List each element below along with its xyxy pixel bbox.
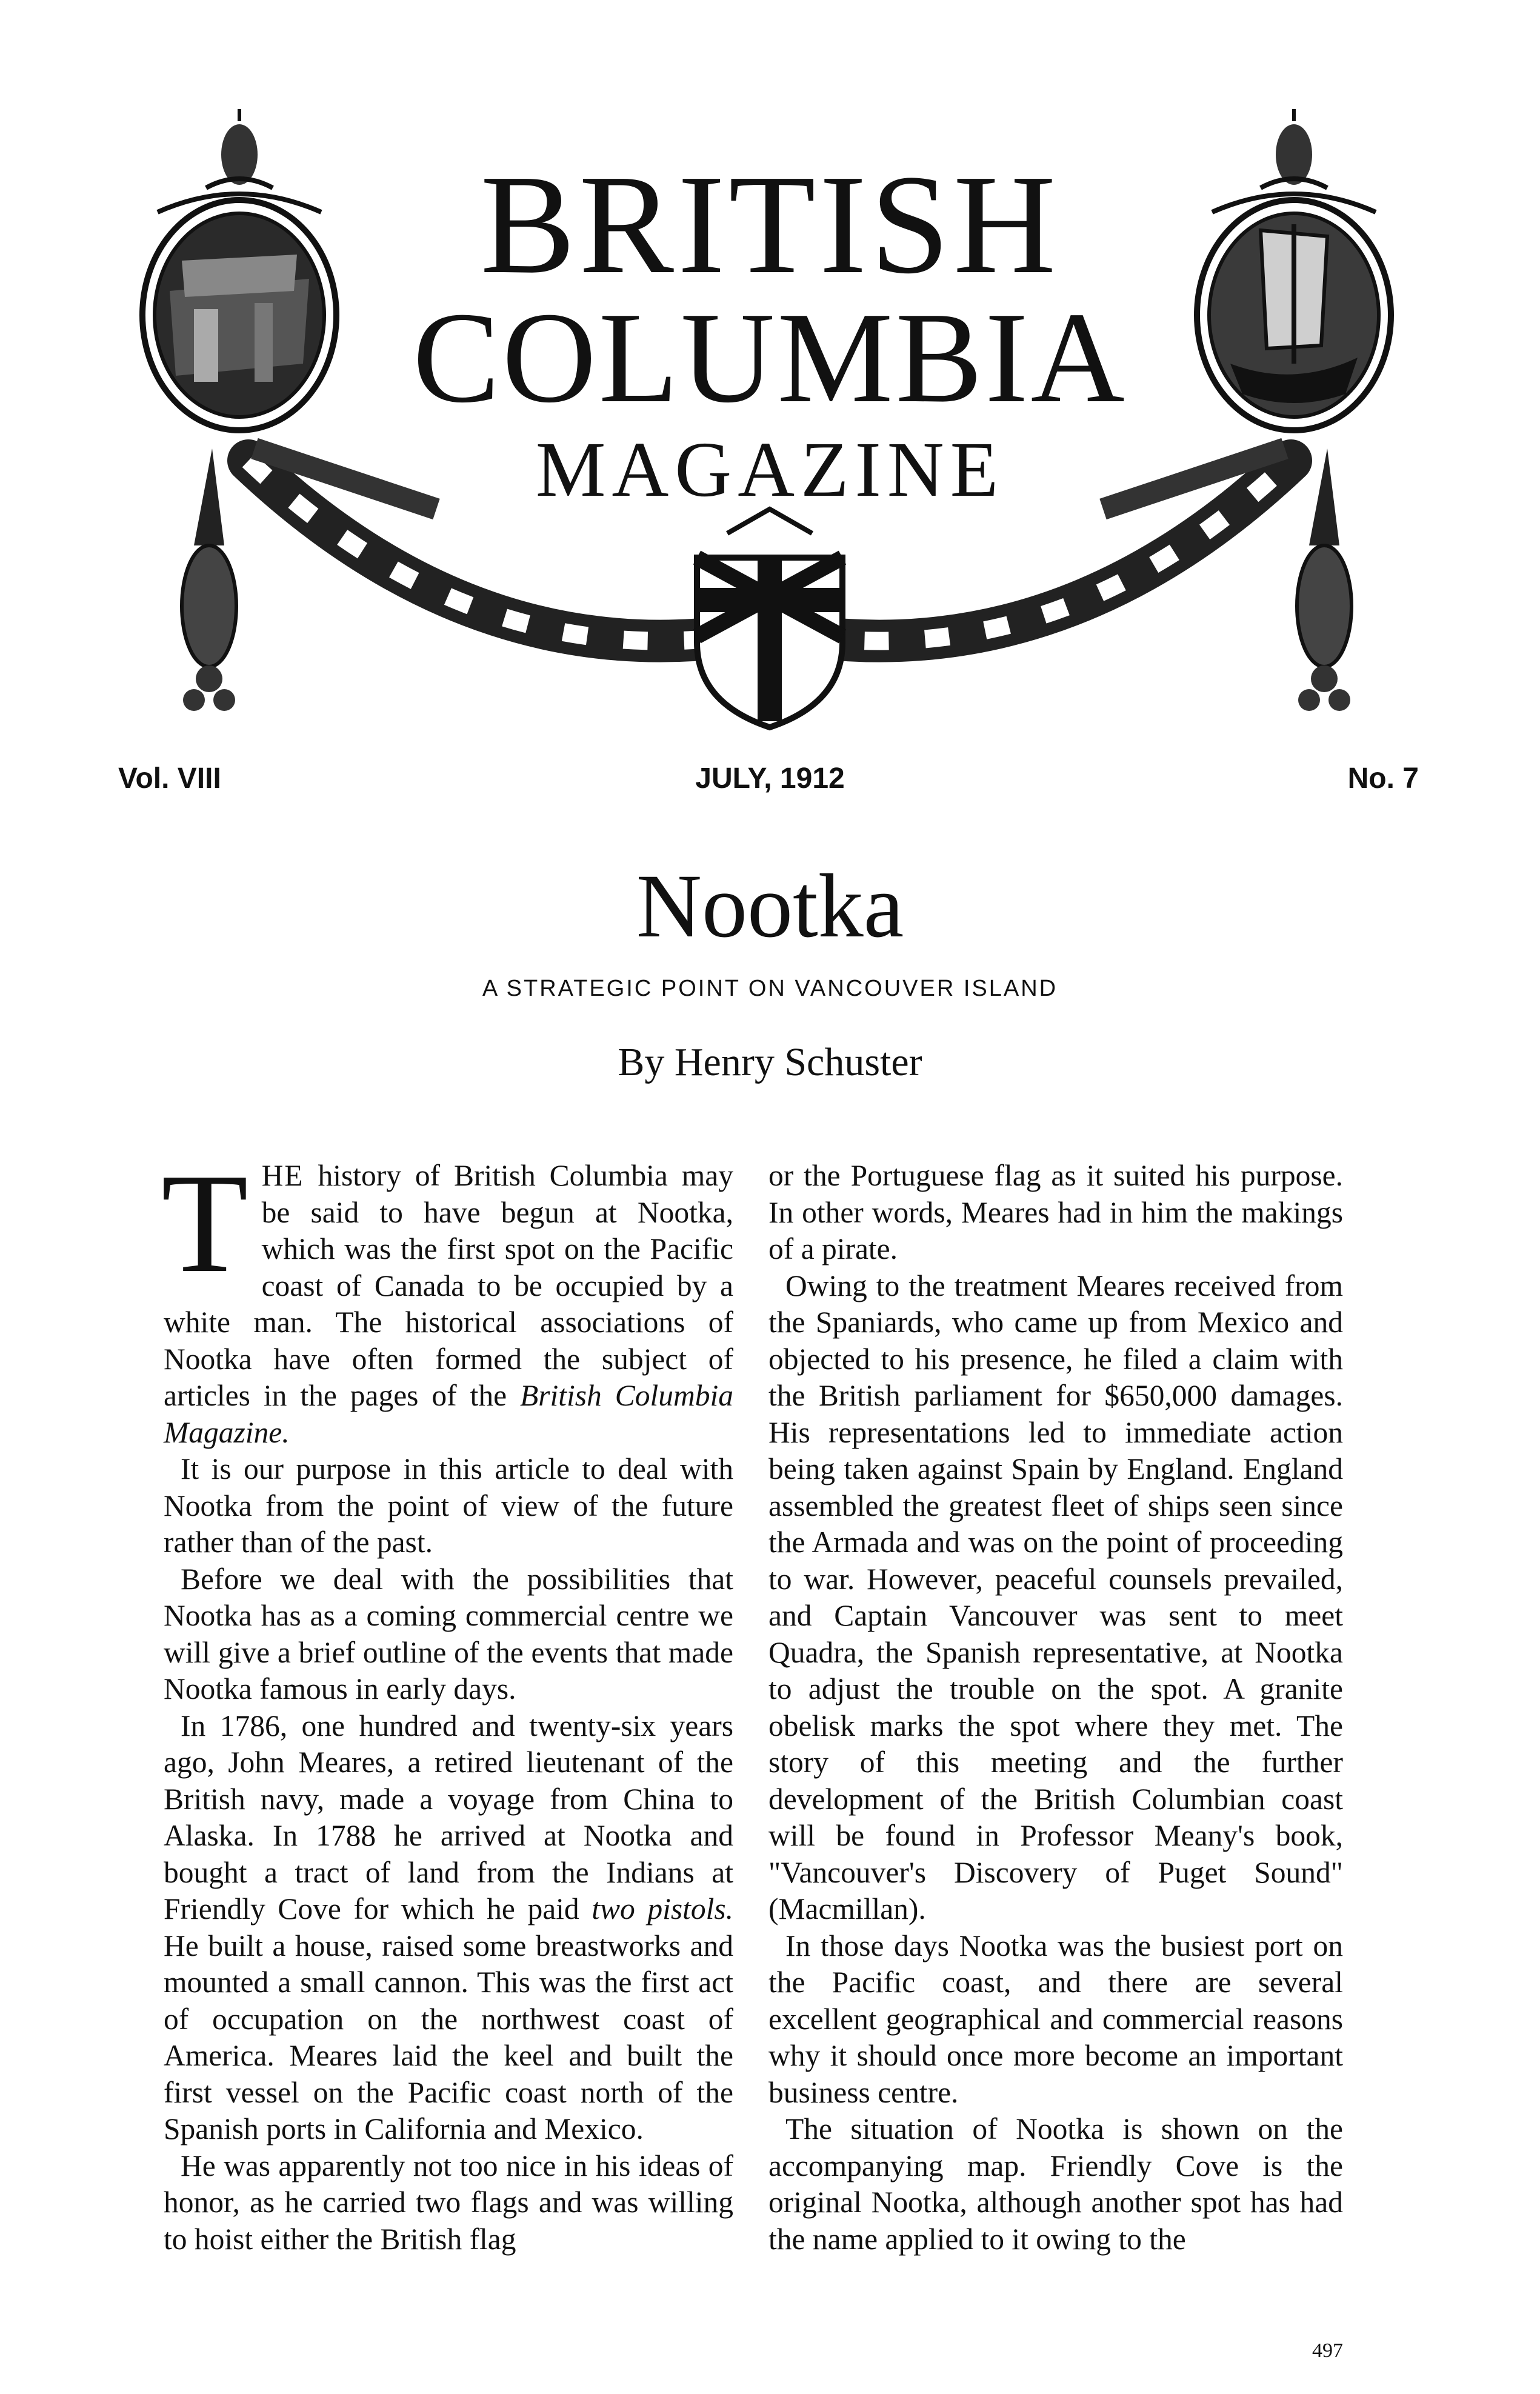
masthead-title-line2: COLUMBIA <box>413 285 1127 430</box>
paragraph: Before we deal with the possibilities that Nootka has as a coming commercial centre we will give a brief outline of the events that made Nootka famous in early days. <box>164 1562 733 1705</box>
left-column <box>161 1144 733 2258</box>
article-title: Nootka <box>636 856 904 956</box>
issue-volume: Vol. VIII <box>118 762 221 795</box>
magazine-title-italic: British Columbia Magazine. <box>164 1379 733 1449</box>
page-number: 497 <box>1312 2339 1343 2362</box>
paragraph-text: He built a house, raised some breastworks and mounted a small cannon. This was the first act of occupation on the northwest coast of America. Meares laid the keel and built the first vessel on the Pacific coast north of the Spanish ports in California and Mexico. <box>164 1929 733 2146</box>
paragraph: Owing to the treatment Meares received from the Spaniards, who came up from Mexico and objected to his presence, he filed a claim with the British parliament for $650,000 damages. His representations led to immediate action being taken against Spain by England. England assembled the greatest fleet of ships seen since the Armada and was on the point of proceeding to war. However, peaceful counsels prevailed, and Captain Vancouver was sent to meet Quadra, the Spanish representative, at Nootka to adjust the trouble on the spot. A granite obelisk marks the spot where they met. The story of this meeting and the further development of the British Columbian coast will be found in Professor Meany's book, "Vancouver's Discovery of Puget Sound" (Macmillan). <box>768 1269 1343 1926</box>
emphasis-italic: two pistols. <box>592 1892 733 1926</box>
drop-cap: T <box>161 1144 248 1302</box>
paragraph <box>164 1708 733 2148</box>
masthead-title-line3: MAGAZINE <box>535 426 1005 513</box>
paragraph <box>161 1144 733 1451</box>
union-jack-shield-icon <box>697 509 842 727</box>
paragraph: or the Portuguese flag as it suited his purpose. In other words, Meares had in him the makings of a pirate. <box>768 1159 1343 1265</box>
paragraph: It is our purpose in this article to deal with Nootka from the point of view of the future rather than of the past. <box>164 1452 733 1559</box>
paragraph-text: history of British Columbia may be said to have begun at Nootka, which was the first spot on the Pacific coast of Canada to be occupied by a white man. The historical associations of Nootka have often formed the subject of articles in the pages of the <box>164 1159 733 1412</box>
paragraph: He was apparently not too nice in his ideas of honor, as he carried two flags and was willing to hoist either the British flag <box>164 2149 733 2256</box>
article-subtitle: A STRATEGIC POINT ON VANCOUVER ISLAND <box>482 976 1058 1001</box>
article-byline: By Henry Schuster <box>618 1040 922 1084</box>
masthead-title-line1: BRITISH <box>480 145 1060 303</box>
paragraph-text: In 1786, one hundred and twenty-six years ago, John Meares, a retired lieutenant of the British navy, made a voyage from China to Alaska. In 1788 he arrived at Nootka and bought a tract of land from the Indians at Friendly Cove for which he paid <box>164 1709 733 1926</box>
issue-number: No. 7 <box>1347 762 1419 795</box>
right-column <box>768 1158 1343 2258</box>
issue-date: JULY, 1912 <box>695 762 845 795</box>
lead-word: HE <box>261 1159 304 1192</box>
paragraph: The situation of Nootka is shown on the accompanying map. Friendly Cove is the original Nootka, although another spot has had the name applied to it owing to the <box>768 2112 1343 2256</box>
paragraph: In those days Nootka was the busiest port on the Pacific coast, and there are several excellent geographical and commercial reasons why it should once more become an important business centre. <box>768 1929 1343 2109</box>
